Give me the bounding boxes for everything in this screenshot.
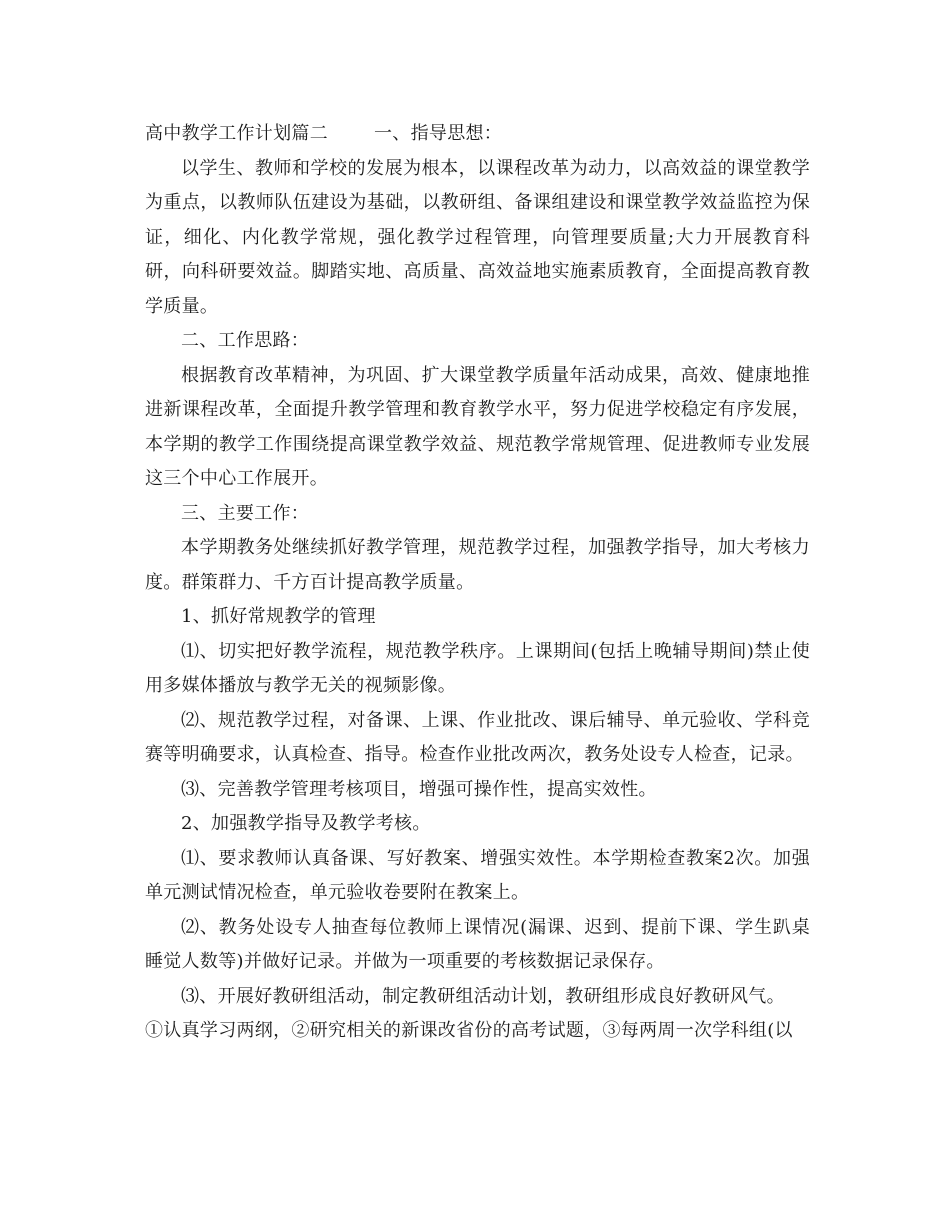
document-body (145, 117, 810, 1049)
subsection-heading-1: 1、抓好常规教学的管理 (181, 606, 376, 627)
paragraph-work-approach: 根据教育改革精神，为巩固、扩大课堂教学质量年活动成果，高效、健康地推进新课程改革，全面提升教学管理和教育教学水平，努力促进学校稳定有序发展，本学期的教学工作围绕提高课堂教学效益、规范教学常规管理、促进教师专业发展这三个中心工作展开。 (145, 364, 810, 489)
section-heading-1: 一、指导思想： (374, 123, 503, 144)
paragraph-main-work: 本学期教务处继续抓好教学管理，规范教学过程，加强教学指导，加大考核力度。群策群力、千方百计提高教学质量。 (145, 537, 810, 593)
document-title-line (145, 117, 810, 152)
subsection-heading-2: 2、加强教学指导及教学考核。 (181, 813, 431, 834)
list-item: ⑴、要求教师认真备课、写好教案、增强实效性。本学期检查教案2次。加强单元测试情况检查，单元验收卷要附在教案上。 (145, 847, 810, 903)
section-heading-2: 二、工作思路： (181, 330, 310, 351)
list-item: ⑶、完善教学管理考核项目，增强可操作性，提高实效性。 (181, 778, 657, 800)
paragraph-continuation: ①认真学习两纲，②研究相关的新课改省份的高考试题，③每两周一次学科组(以 (145, 1020, 793, 1041)
list-item: ⑵、教务处设专人抽查每位教师上课情况(漏课、迟到、提前下课、学生趴桌睡觉人数等)并做好记录。并做为一项重要的考核数据记录保存。 (145, 916, 810, 972)
paragraph-guiding-ideology: 以学生、教师和学校的发展为根本，以课程改革为动力，以高效益的课堂教学为重点，以教师队伍建设为基础，以教研组、备课组建设和课堂教学效益监控为保证，细化、内化教学常规，强化教学过程管理，向管理要质量;大力开展教育科研，向科研要效益。脚踏实地、高质量、高效益地实施素质教育，全面提高教育教学质量。 (145, 157, 810, 317)
document-title: 高中教学工作计划篇二 (145, 123, 328, 144)
list-item: ⑴、切实把好教学流程，规范教学秩序。上课期间(包括上晚辅导期间)禁止使用多媒体播放与教学无关的视频影像。 (145, 640, 810, 696)
list-item: ⑶、开展好教研组活动，制定教研组活动计划，教研组形成良好教研风气。 (181, 985, 785, 1007)
section-heading-3: 三、主要工作： (181, 502, 310, 524)
list-item: ⑵、规范教学过程，对备课、上课、作业批改、课后辅导、单元验收、学科竞赛等明确要求，认真检查、指导。检查作业批改两次，教务处设专人检查，记录。 (145, 709, 810, 765)
